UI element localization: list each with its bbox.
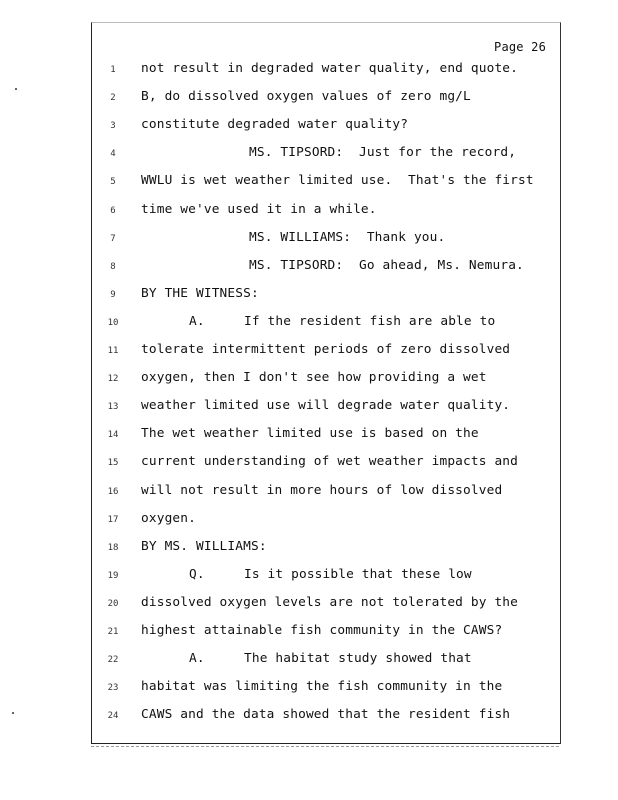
line-text: A. If the resident fish are able to <box>189 313 496 329</box>
line-number: 22 <box>107 655 119 666</box>
line-number: 2 <box>110 93 116 104</box>
transcript-line <box>92 117 562 137</box>
line-number: 4 <box>110 149 116 160</box>
transcript-line <box>92 314 562 334</box>
line-number: 20 <box>107 598 119 609</box>
transcript-line <box>92 426 562 446</box>
line-text: BY MS. WILLIAMS: <box>141 538 267 554</box>
transcript-line <box>92 370 562 390</box>
transcript-line <box>92 454 562 474</box>
line-number: 12 <box>107 374 119 385</box>
line-text: oxygen. <box>141 510 196 526</box>
line-text: highest attainable fish community in the CAWS? <box>141 623 503 638</box>
transcript-line <box>92 623 562 643</box>
transcript-line <box>92 567 562 587</box>
transcript-line <box>92 286 562 306</box>
line-text: not result in degraded water quality, end quote. <box>141 61 519 76</box>
transcript-line <box>92 61 562 81</box>
line-text: weather limited use will degrade water quality. <box>141 398 511 414</box>
line-number: 5 <box>110 177 116 188</box>
scan-speck <box>12 712 14 714</box>
transcript-page <box>91 22 561 744</box>
line-number: 7 <box>110 233 116 244</box>
transcript-line <box>92 511 562 531</box>
line-text: MS. TIPSORD: Go ahead, Ms. Nemura. <box>249 257 524 273</box>
line-number: 6 <box>110 205 116 216</box>
line-text: time we've used it in a while. <box>141 201 377 217</box>
line-number: 24 <box>107 711 119 722</box>
transcript-line <box>92 595 562 615</box>
line-number: 16 <box>107 486 119 497</box>
line-number: 18 <box>107 542 119 553</box>
scan-speck <box>15 88 17 90</box>
line-text: CAWS and the data showed that the resident fish <box>141 707 511 723</box>
line-text: MS. TIPSORD: Just for the record, <box>249 145 517 161</box>
line-number: 23 <box>107 683 119 694</box>
transcript-line <box>92 398 562 418</box>
transcript-line <box>92 89 562 109</box>
line-number: 9 <box>110 289 116 300</box>
transcript-line <box>92 258 562 278</box>
line-number: 21 <box>107 627 119 637</box>
line-text: The wet weather limited use is based on the <box>141 426 479 442</box>
transcript-line <box>92 202 562 222</box>
line-text: will not result in more hours of low dissolved <box>141 482 503 498</box>
line-number: 8 <box>110 261 116 272</box>
line-number: 1 <box>110 65 116 75</box>
line-number: 13 <box>107 402 119 413</box>
line-text: current understanding of wet weather impacts and <box>141 454 519 470</box>
line-text: A. The habitat study showed that <box>189 651 472 667</box>
transcript-line <box>92 145 562 165</box>
line-text: dissolved oxygen levels are not tolerated by the <box>141 594 519 610</box>
line-number: 14 <box>107 430 119 441</box>
line-text: B, do dissolved oxygen values of zero mg/L <box>141 89 471 105</box>
transcript-line <box>92 230 562 250</box>
transcript-line <box>92 679 562 699</box>
transcript-line <box>92 173 562 193</box>
line-text: WWLU is wet weather limited use. That's the first <box>141 173 534 189</box>
line-number: 3 <box>110 121 116 132</box>
transcript-line <box>92 483 562 503</box>
line-text: constitute degraded water quality? <box>141 117 409 133</box>
line-text: MS. WILLIAMS: Thank you. <box>249 229 446 245</box>
line-number: 15 <box>107 458 119 469</box>
line-text: BY THE WITNESS: <box>141 285 259 301</box>
transcript-line <box>92 539 562 559</box>
line-text: oxygen, then I don't see how providing a wet <box>141 370 487 386</box>
page-number: Page 26 <box>494 40 546 54</box>
bottom-dotted-rule <box>91 746 561 747</box>
line-text: habitat was limiting the fish community in the <box>141 679 503 695</box>
transcript-line <box>92 707 562 727</box>
line-number: 19 <box>107 570 119 581</box>
line-number: 11 <box>107 346 119 356</box>
line-text: Q. Is it possible that these low <box>189 566 472 582</box>
transcript-line <box>92 651 562 671</box>
line-text: tolerate intermittent periods of zero dissolved <box>141 342 511 357</box>
line-number: 17 <box>107 514 119 525</box>
line-number: 10 <box>107 317 119 328</box>
transcript-line <box>92 342 562 362</box>
